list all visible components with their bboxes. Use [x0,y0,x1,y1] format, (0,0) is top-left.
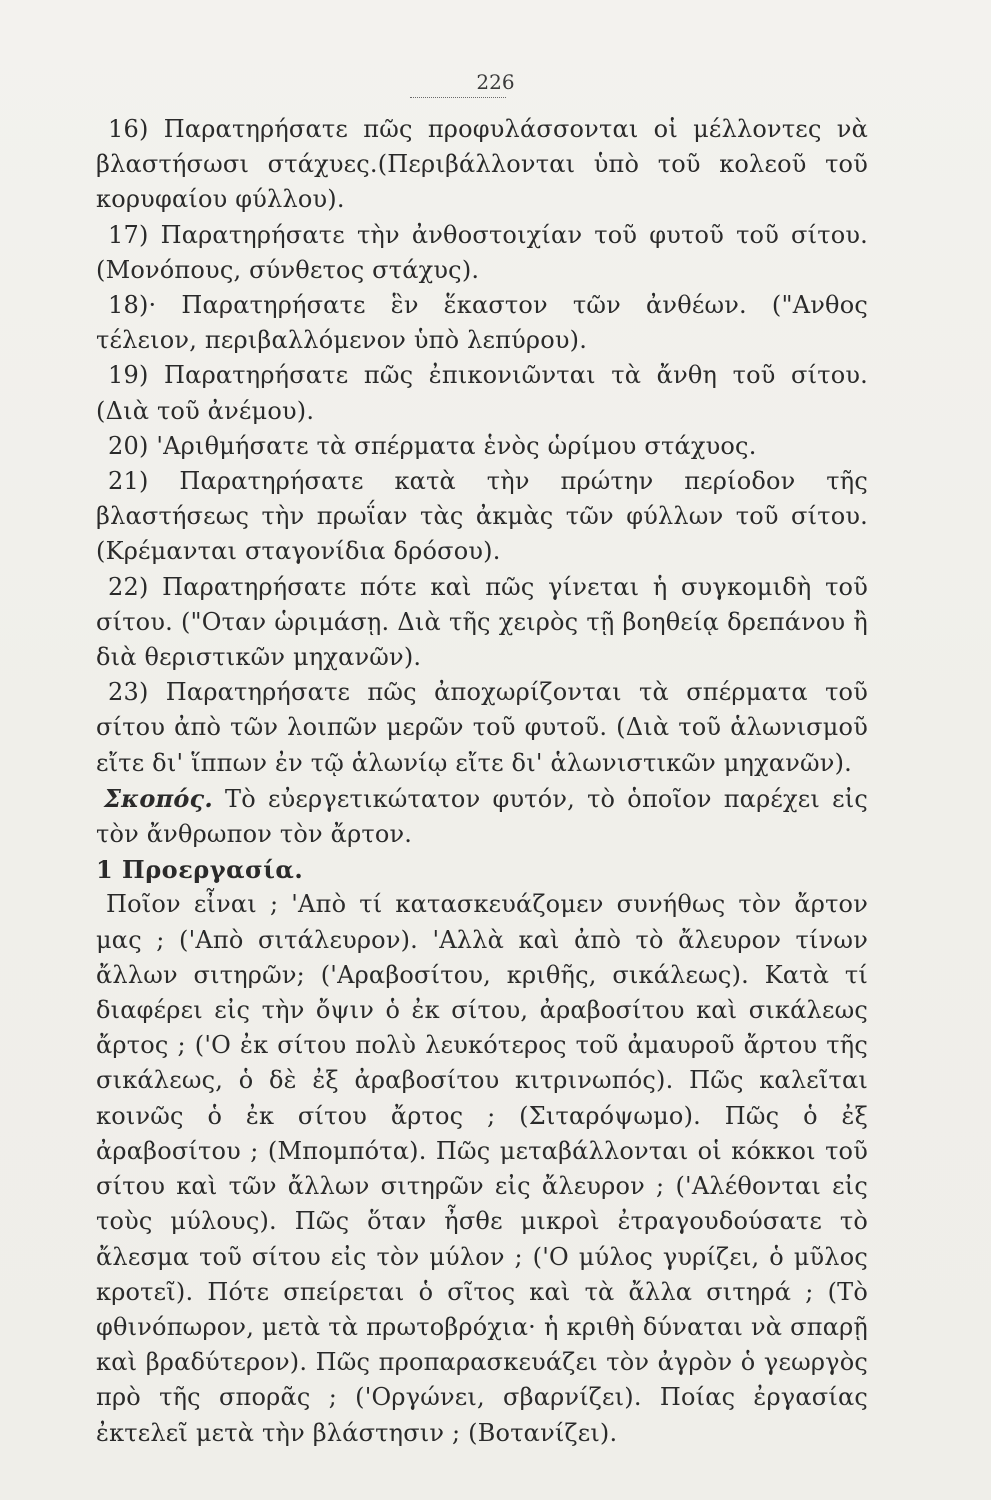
page-text [96,112,868,1451]
list-item: 19) Παρατηρήσατε πῶς ἐπικονιῶνται τὰ ἄνθη τοῦ σίτου. (Διὰ τοῦ ἀνέμου). [96,361,868,425]
section-title: 1 Προεργασία. [96,855,304,885]
page-number-rule [410,97,506,98]
body-paragraph: Ποῖον εἶναι ; 'Απὸ τί κατασκευάζομεν συνήθως τὸν ἄρτον μας ; ('Απὸ σιτάλευρον). 'Αλλὰ καὶ ἀπὸ τὸ ἄλευρον τίνων ἄλλων σιτηρῶν; ('Αραβοσίτου, κριθῆς, σικάλεως). Κατὰ τί διαφέρει εἰς τὴν ὄψιν ὁ ἐκ σίτου, ἀραβοσίτου καὶ σικάλεως ἄρτος ; ('Ο ἐκ σίτου πολὺ λευκότερος τοῦ ἀμαυροῦ ἄρτου τῆς σικάλεως, ὁ δὲ ἐξ ἀραβοσίτου κιτρινωπός). Πῶς καλεῖται κοινῶς ὁ ἐκ σίτου ἄρτος ; (Σιταρόψωμο). Πῶς ὁ ἐξ ἀραβοσίτου ; (Μπομπότα). Πῶς μεταβάλλονται οἱ κόκκοι τοῦ σίτου καὶ τῶν ἄλλων σιτηρῶν εἰς ἄλευρον ; ('Αλέθονται εἰς τοὺς μύλους). Πῶς ὅταν ἦσθε μικροὶ ἐτραγουδούσατε τὸ ἄλεσμα τοῦ σίτου εἰς τὸν μύλον ; ('Ο μύλος γυρίζει, ὁ μῦλος κροτεῖ). Πότε σπείρεται ὁ σῖτος καὶ τὰ ἄλλα σιτηρά ; (Τὸ φθινόπωρον, μετὰ τὰ πρωτοβρόχια· ἡ κριθὴ δύναται νὰ σπαρῇ καὶ βραδύτερον). Πῶς προπαρασκευάζει τὸν ἀγρὸν ὁ γεωργὸς πρὸ τῆς σπορᾶς ; ('Οργώνει, σβαρνίζει). Ποίας ἐργασίας ἐκτελεῖ μετὰ τὴν βλάστησιν ; (Βοτανίζει). [96,890,868,1447]
list-item: 22) Παρατηρήσατε πότε καὶ πῶς γίνεται ἡ συγκομιδὴ τοῦ σίτου. ("Οταν ὡριμάσῃ. Διὰ τῆς χειρὸς τῇ βοηθείᾳ δρεπάνου ἢ διὰ θεριστικῶν μηχανῶν). [96,572,868,672]
list-item: 17) Παρατηρήσατε τὴν ἀνθοστοιχίαν τοῦ φυτοῦ τοῦ σίτου. (Μονόπους, σύνθετος στάχυς). [96,220,868,284]
scope-paragraph [96,781,868,852]
list-item: 20) 'Αριθμήσατε τὰ σπέρματα ἑνὸς ὡρίμου στάχυος. [108,431,757,460]
list-item: 23) Παρατηρήσατε πῶς ἀποχωρίζονται τὰ σπέρματα τοῦ σίτου ἀπὸ τῶν λοιπῶν μερῶν τοῦ φυτοῦ. (Διὰ τοῦ ἁλωνισμοῦ εἴτε δι' ἵππων ἐν τῷ ἁλωνίῳ εἴτε δι' ἁλωνιστικῶν μηχανῶν). [96,678,868,777]
scope-text: Τὸ εὐεργετικώτατον φυτόν, τὸ ὁποῖον παρέχει εἰς τὸν ἄνθρωπον τὸν ἄρτον. [96,784,868,849]
list-item: 16) Παρατηρήσατε πῶς προφυλάσσονται οἱ μέλλοντες νὰ βλαστήσωσι στάχυες.(Περιβάλλονται ὑπὸ τοῦ κολεοῦ τοῦ κορυφαίου φύλλου). [96,115,868,214]
list-item: 18)· Παρατηρήσατε ἓν ἕκαστον τῶν ἀνθέων. ("Ανθος τέλειον, περιβαλλόμενον ὑπὸ λεπύρου). [96,291,868,355]
list-item: 21) Παρατηρήσατε κατὰ τὴν πρώτην περίοδον τῆς βλαστήσεως τὴν πρωΐαν τὰς ἀκμὰς τῶν φύλλων τοῦ σίτου. (Κρέμανται σταγονίδια δρόσου). [96,467,868,566]
scope-label: Σκοπός. [104,783,213,813]
page-number: 226 [476,70,515,94]
